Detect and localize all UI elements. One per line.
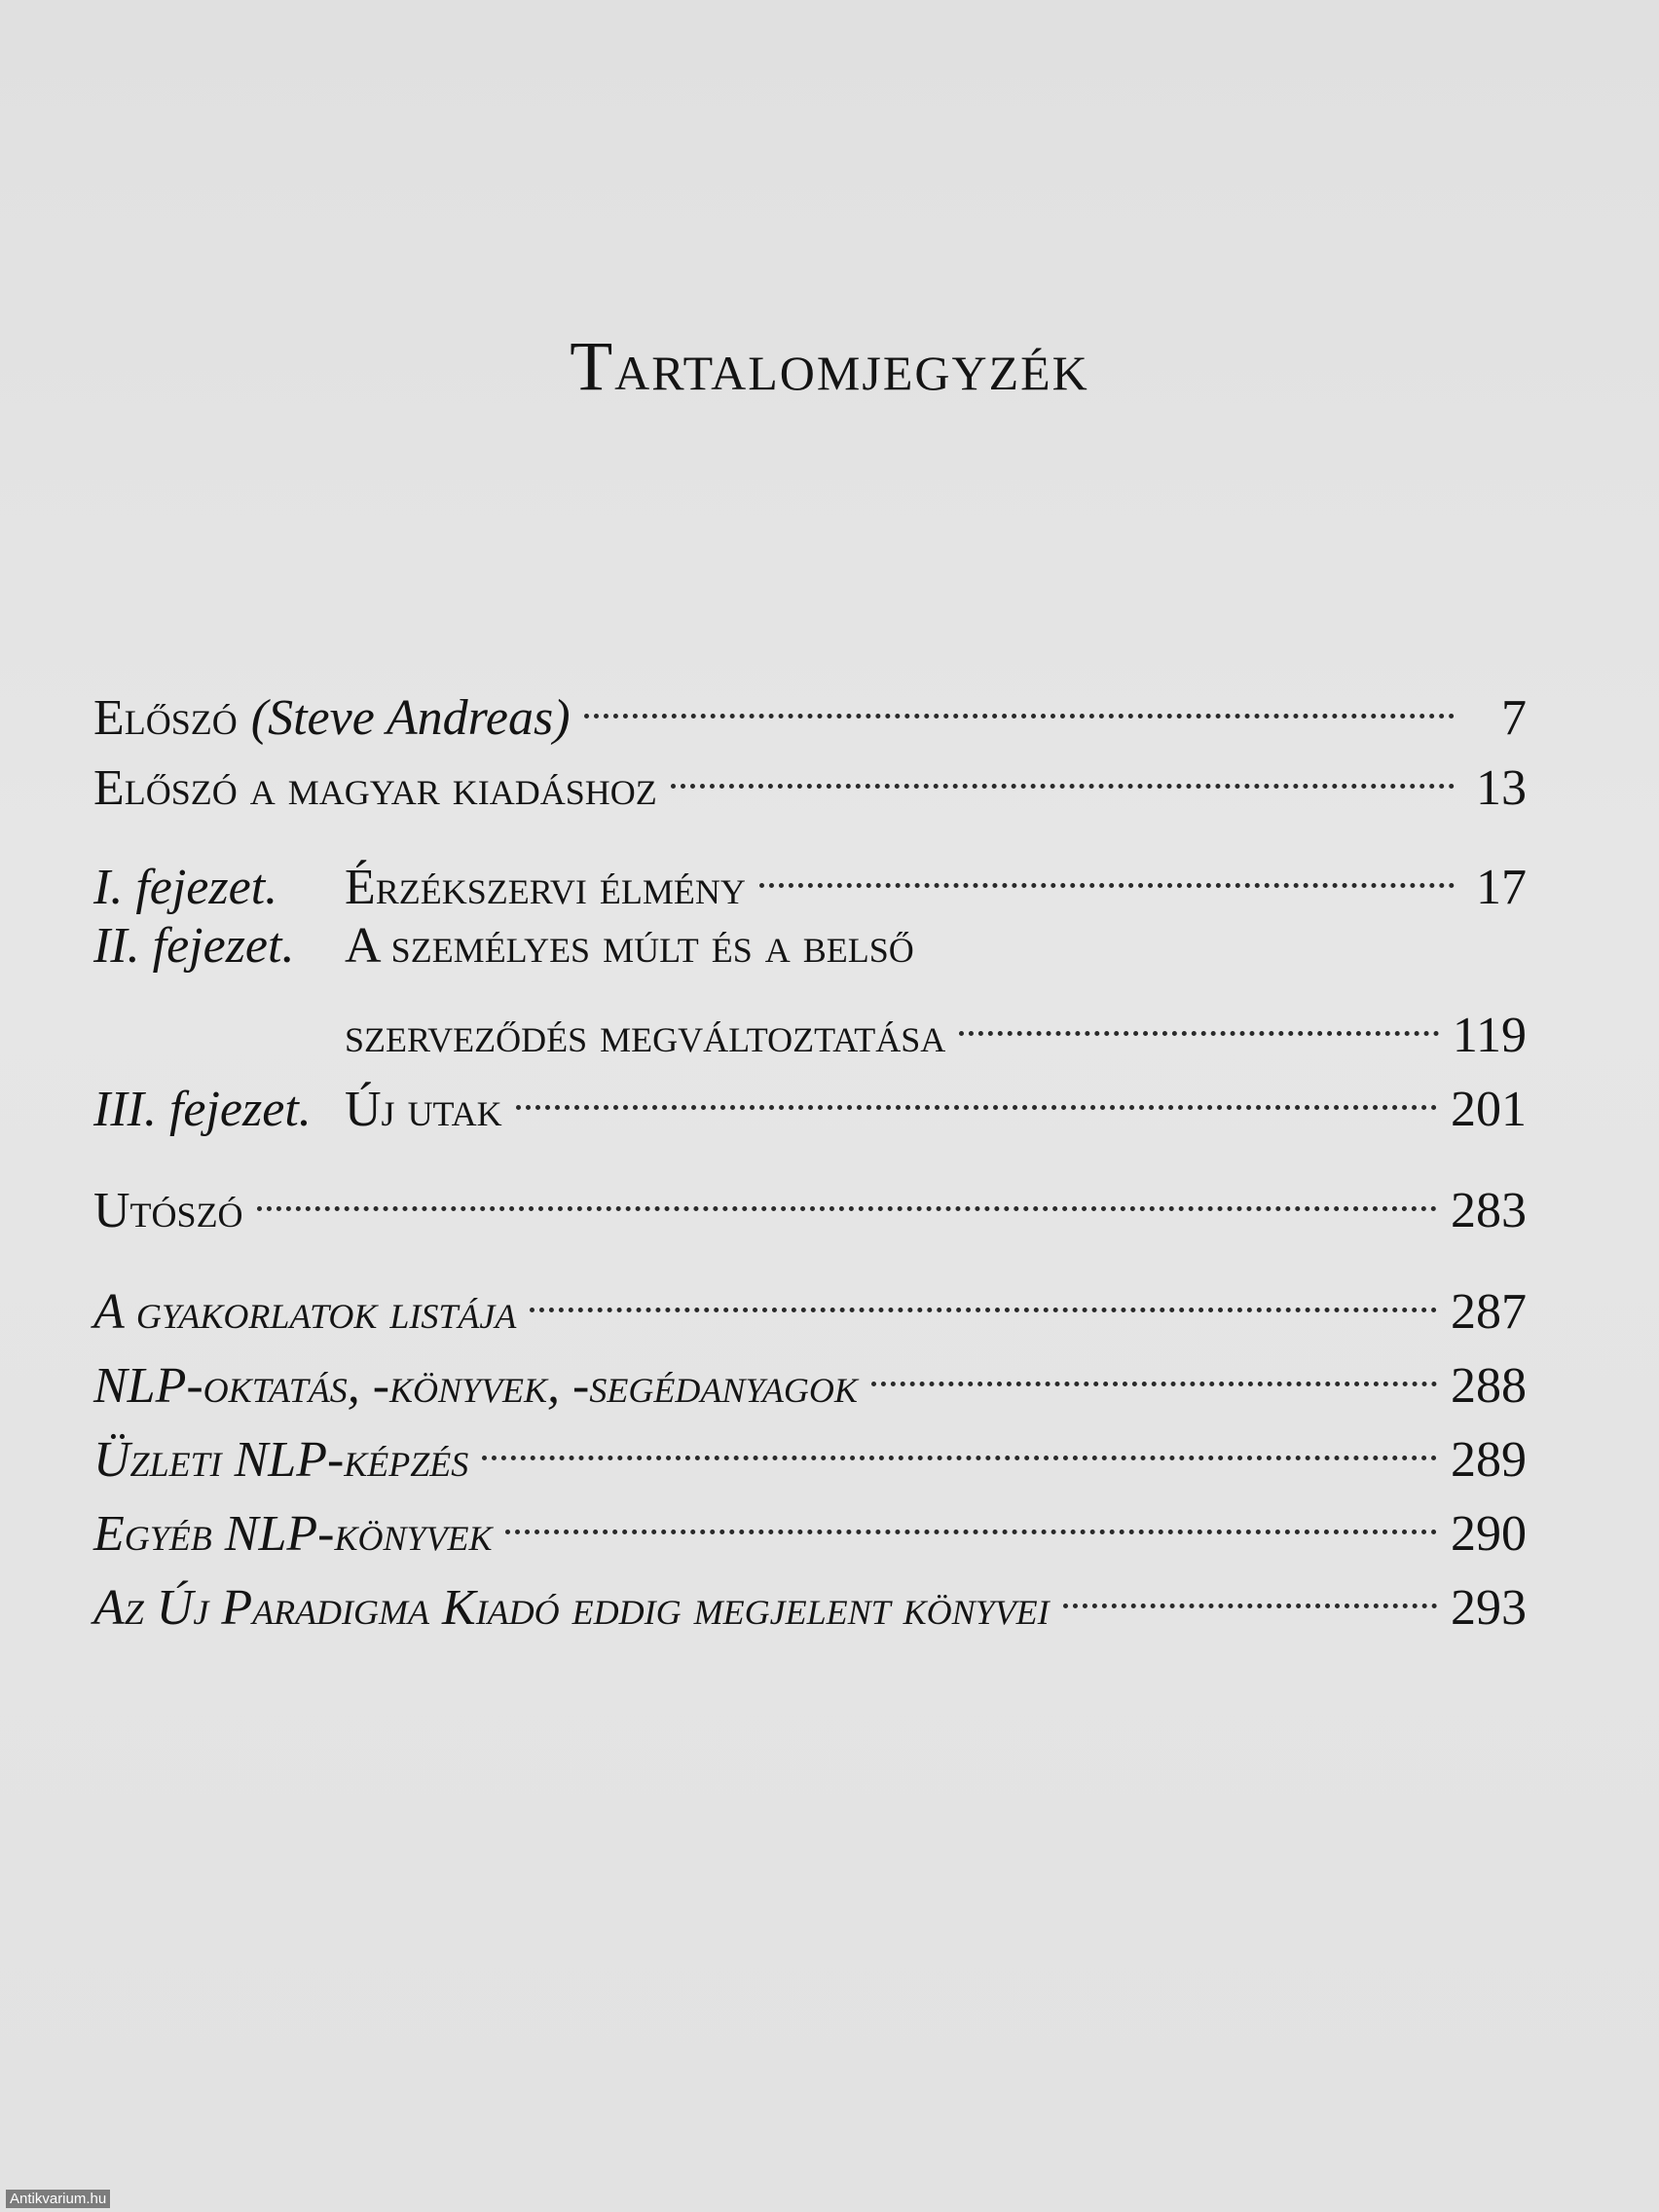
toc-entry-utoszo xyxy=(93,1164,1527,1238)
toc-entry-chapter-2-line2 xyxy=(93,989,1527,1063)
dot-leader xyxy=(584,672,1455,734)
toc-entry-title: Előszó xyxy=(93,690,238,746)
toc-entry-author: (Steve Andreas) xyxy=(250,690,571,746)
chapter-label: I. fejezet. xyxy=(93,860,278,915)
toc-entry-kiado-konyvei xyxy=(93,1562,1527,1636)
toc-entry-gyakorlatok xyxy=(93,1266,1527,1340)
toc-entry-title: NLP-oktatás, -könyvek, -segédanyagok xyxy=(93,1358,858,1414)
dot-leader xyxy=(1063,1562,1437,1624)
dot-leader xyxy=(516,1063,1437,1125)
dot-leader xyxy=(671,742,1455,804)
dot-leader xyxy=(482,1414,1437,1476)
toc-entry-eloszo xyxy=(93,672,1527,746)
toc-entry-page: 289 xyxy=(1451,1432,1527,1488)
toc-entry-title-line2: szerveződés megváltoztatása xyxy=(345,1008,946,1063)
toc-entry-title: Érzékszervi élmény xyxy=(345,860,746,915)
dot-leader xyxy=(871,1340,1437,1402)
toc-entry-page: 17 xyxy=(1476,860,1527,915)
toc-entry-chapter-2 xyxy=(93,915,1527,977)
toc-entry-page: 293 xyxy=(1451,1580,1527,1636)
toc-entry-page: 287 xyxy=(1451,1284,1527,1340)
toc-entry-title: Az Új Paradigma Kiadó eddig megjelent könyvei xyxy=(93,1580,1050,1636)
toc-entry-nlp-oktatas xyxy=(93,1340,1527,1414)
toc-entry-uzleti-nlp xyxy=(93,1414,1527,1488)
dot-leader xyxy=(530,1266,1437,1328)
toc-entry-egyeb-nlp xyxy=(93,1488,1527,1562)
toc-entry-eloszo-magyar xyxy=(93,742,1527,816)
watermark: Antikvarium.hu xyxy=(6,2190,110,2208)
toc-entry-page: 13 xyxy=(1476,760,1527,816)
toc-entry-chapter-1 xyxy=(93,841,1527,915)
chapter-label: III. fejezet. xyxy=(93,1082,312,1137)
page-title: Tartalomjegyzék xyxy=(570,327,1089,405)
toc-entry-page: 290 xyxy=(1451,1506,1527,1562)
toc-entry-page: 201 xyxy=(1451,1082,1527,1137)
chapter-label: II. fejezet. xyxy=(93,918,295,974)
toc-entry-title: A személyes múlt és a belső xyxy=(345,918,914,974)
toc-entry-title: Utószó xyxy=(93,1183,243,1238)
toc-entry-page: 283 xyxy=(1451,1183,1527,1238)
dot-leader xyxy=(505,1488,1437,1550)
toc-entry-page: 288 xyxy=(1451,1358,1527,1414)
dot-leader xyxy=(759,841,1455,903)
toc-entry-page: 119 xyxy=(1452,1008,1527,1063)
toc-entry-title: Új utak xyxy=(345,1082,502,1137)
dot-leader xyxy=(959,989,1439,1051)
toc-entry-title: Előszó a magyar kiadáshoz xyxy=(93,760,657,816)
toc-entry-title: Üzleti NLP-képzés xyxy=(93,1432,469,1488)
toc-entry-title: A gyakorlatok listája xyxy=(93,1284,517,1340)
toc-entry-page: 7 xyxy=(1501,690,1527,746)
dot-leader xyxy=(257,1164,1437,1227)
toc-entry-title: Egyéb NLP-könyvek xyxy=(93,1506,493,1562)
toc-entry-chapter-3 xyxy=(93,1063,1527,1137)
